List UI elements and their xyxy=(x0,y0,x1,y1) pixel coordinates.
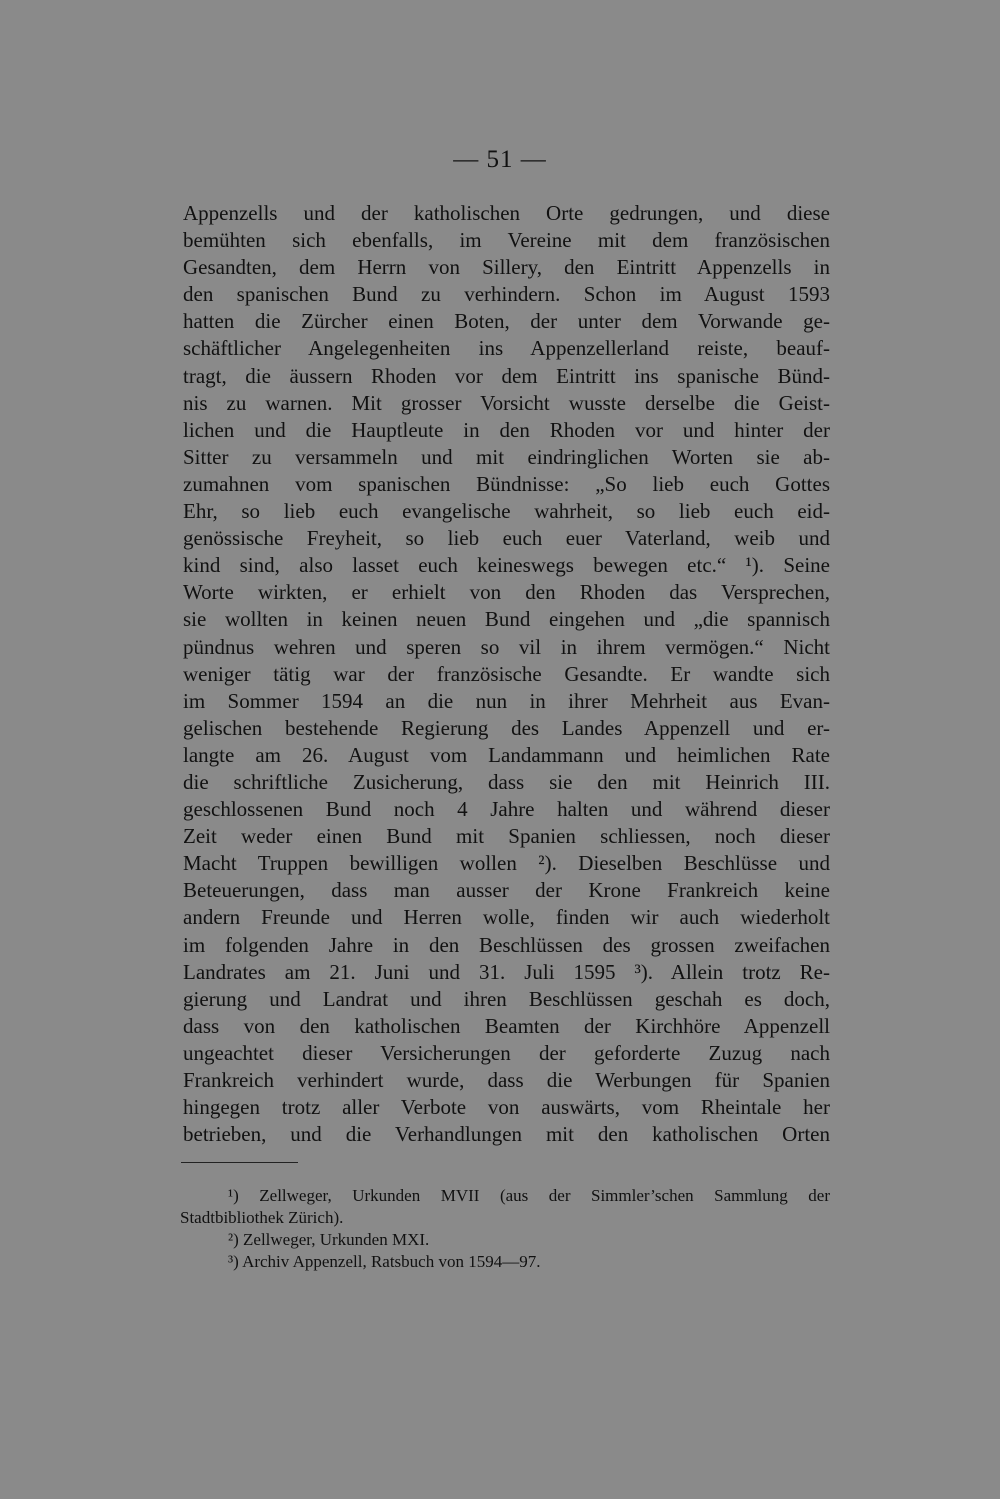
body-line: genössische Freyheit, so lieb euch euer Vaterland, weib und xyxy=(183,526,830,551)
body-line: Appenzells und der katholischen Orte gedrungen, und diese xyxy=(183,201,830,225)
body-line: pündnus wehren und speren so vil in ihrem vermögen.“ Nicht xyxy=(183,634,830,659)
body-line: ungeachtet dieser Versicherungen der geforderte Zuzug nach xyxy=(183,1040,830,1065)
body-line: bemühten sich ebenfalls, im Vereine mit dem französischen xyxy=(183,228,830,253)
body-text xyxy=(183,200,830,1148)
body-line: Frankreich verhindert wurde, dass die Werbungen für Spanien xyxy=(183,1068,830,1092)
body-line: den spanischen Bund zu verhindern. Schon im August 1593 xyxy=(183,282,830,307)
body-line: Macht Truppen bewilligen wollen ²). Dieselben Beschlüsse und xyxy=(183,851,830,876)
body-line: gierung und Landrat und ihren Beschlüssen geschah es doch, xyxy=(183,986,830,1011)
body-line: Zeit weder einen Bund mit Spanien schliessen, noch dieser xyxy=(183,824,830,849)
body-line: lichen und die Hauptleute in den Rhoden vor und hinter der xyxy=(183,417,830,442)
body-line: hatten die Zürcher einen Boten, der unter dem Vorwande ge- xyxy=(183,309,830,334)
body-line: weniger tätig war der französische Gesandte. Er wandte sich xyxy=(183,661,830,686)
body-line: Gesandten, dem Herrn von Sillery, den Eintritt Appenzells in xyxy=(183,255,830,280)
body-line: betrieben, und die Verhandlungen mit den katholischen Orten xyxy=(183,1122,830,1147)
body-line: im folgenden Jahre in den Beschlüssen des grossen zweifachen xyxy=(183,932,830,957)
body-line: Sitter zu versammeln und mit eindringlichen Worten sie ab- xyxy=(183,444,830,469)
body-line: die schriftliche Zusicherung, dass sie den mit Heinrich III. xyxy=(183,769,830,794)
footnote-separator xyxy=(181,1162,298,1163)
body-line: Ehr, so lieb euch evangelische wahrheit, so lieb euch eid- xyxy=(183,499,830,524)
body-line: geschlossenen Bund noch 4 Jahre halten und während dieser xyxy=(183,797,830,822)
body-line: langte am 26. August vom Landammann und heimlichen Rate xyxy=(183,742,830,767)
body-line: kind sind, also lasset euch keineswegs bewegen etc.“ ¹). Seine xyxy=(183,553,830,578)
body-line: im Sommer 1594 an die nun in ihrer Mehrheit aus Evan- xyxy=(183,688,830,713)
body-line: Beteuerungen, dass man ausser der Krone Frankreich keine xyxy=(183,878,830,903)
footnotes xyxy=(180,1185,830,1273)
body-line: gelischen bestehende Regierung des Landes Appenzell und er- xyxy=(183,715,830,740)
body-line: schäftlicher Angelegenheiten ins Appenzellerland reiste, beauf- xyxy=(183,336,830,361)
body-line: tragt, die äussern Rhoden vor dem Eintritt ins spanische Bünd- xyxy=(183,363,830,388)
page-number: — 51 — xyxy=(453,146,547,173)
body-line: andern Freunde und Herren wolle, finden wir auch wiederholt xyxy=(183,905,830,930)
footnote-1: ¹) Zellweger, Urkunden MVII (aus der Simmler’schen Sammlung der xyxy=(228,1186,830,1205)
body-line: dass von den katholischen Beamten der Kirchhöre Appenzell xyxy=(183,1013,830,1038)
body-line: sie wollten in keinen neuen Bund eingehen und „die spannisch xyxy=(183,607,830,632)
body-line: Worte wirkten, er erhielt von den Rhoden das Versprechen, xyxy=(183,580,830,605)
body-line: hingegen trotz aller Verbote von auswärts, vom Rheintale her xyxy=(183,1095,830,1120)
footnote-2: ²) Zellweger, Urkunden MXI. xyxy=(228,1230,430,1249)
footnote-3: ³) Archiv Appenzell, Ratsbuch von 1594—97. xyxy=(228,1252,541,1271)
body-line: Landrates am 21. Juni und 31. Juli 1595 ³). Allein trotz Re- xyxy=(183,959,830,984)
body-line: nis zu warnen. Mit grosser Vorsicht wusste derselbe die Geist- xyxy=(183,390,830,415)
footnote-1-continued: Stadtbibliothek Zürich). xyxy=(180,1208,344,1227)
body-line: zumahnen vom spanischen Bündnisse: „So lieb euch Gottes xyxy=(183,471,830,496)
